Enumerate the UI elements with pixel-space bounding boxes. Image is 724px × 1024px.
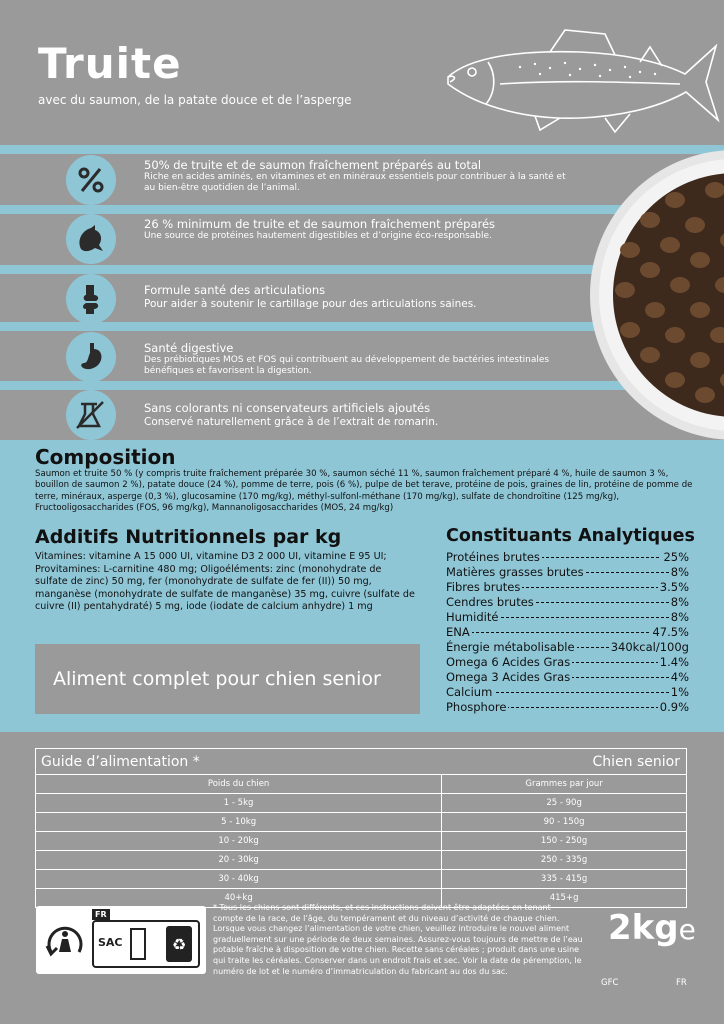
table-row: 10 - 20kg 150 - 250g [36,832,687,851]
constituant-row: Calcium 1% [446,685,689,699]
feature-text: Une source de protéines hautement digestibles et d’origine éco-responsable. [144,231,492,241]
feature-title: 50% de truite et de saumon fraîchement préparés au total [144,158,482,172]
net-weight-value: 2kg [608,908,679,948]
constituants-list [446,550,689,715]
constituant-row: Omega 6 Acides Gras 1.4% [446,655,689,669]
table-row: 40+kg 415+g [36,889,687,908]
constituant-row: Énergie métabolisable 340kcal/100g [446,640,689,654]
constituant-row: Cendres brutes 8% [446,595,689,609]
footer-code-fr: FR [676,978,687,988]
feature-fresh-fish [66,214,566,266]
joint-icon [66,274,116,324]
fish-icon [66,214,116,264]
product-type-label: Aliment complet pour chien senior [35,644,420,714]
constituant-row: Humidité 8% [446,610,689,624]
feature-text: Conservé naturellement grâce à de l’extrait de romarin. [144,416,439,428]
guide-title: Guide d’alimentation * [36,749,442,775]
feature-title: 26 % minimum de truite et de saumon fraîchement préparés [144,217,496,231]
col-weight: Poids du chien [36,775,442,794]
feature-text: Riche en acides aminés, en vitamines et en minéraux essentiels pour contribuer à la santé et au bien-être quotidien de l’animal. [144,172,566,193]
kibble-bowl-image [590,150,724,440]
feature-text: Des prébiotiques MOS et FOS qui contribuent au développement de bactéries intestinales bénéfiques et favorisent la digestion. [144,355,550,376]
constituant-row: Matières grasses brutes 8% [446,565,689,579]
feature-digestion [66,332,566,384]
constituants-heading: Constituants Analytiques [446,526,695,546]
triman-icon [41,918,89,966]
table-row: 1 - 5kg 25 - 90g [36,794,687,813]
feature-protein [66,155,566,207]
additifs-text: Vitamines: vitamine A 15 000 UI, vitamine D3 2 000 UI, vitamine E 95 UI; Provitamines: L-carnitine 480 mg; Oligoéléments: zinc (monohydrate de sulfate de zinc) 50 mg, fer (monohydrate de sulfate de fer (II)) 50 mg, manganèse (monohydrate de sulfate de manganèse) 35 mg, cuivre (sulfate de cuivre (II) pentahydraté) 5 mg, iode (iodate de calcium anhydre) 1 mg [35,551,415,613]
constituant-row: Omega 3 Acides Gras 4% [446,670,689,684]
net-weight [608,906,696,952]
bin-icon: ♻ [166,926,192,962]
no-additives-icon [66,390,116,440]
feature-text: Pour aider à soutenir le cartillage pour des articulations saines. [144,298,477,310]
feature-no-additives [66,390,566,442]
percent-icon [66,155,116,205]
recycle-label: SAC [98,936,123,949]
trout-illustration [440,22,722,134]
constituant-row: ENA 47.5% [446,625,689,639]
guide-target: Chien senior [442,749,687,775]
footer-code-gfc: GFC [601,978,619,988]
feature-title: Formule santé des articulations [144,283,326,297]
product-title: Truite [38,39,182,88]
feature-title: Santé digestive [144,341,234,355]
table-row: 30 - 40kg 335 - 415g [36,870,687,889]
table-row: 5 - 10kg 90 - 150g [36,813,687,832]
feeding-guide [35,748,687,908]
constituant-row: Protéines brutes 25% [446,550,689,564]
guide-note: * Tous les chiens sont différents, et ces instructions doivent être adaptées en tenant compte de la race, de l’âge, du tempérament et du niveau d’activité de chaque chien. Lorsque vous changez l’alimentation de votre chien, veuillez introduire le nouvel aliment graduellement sur une période de deux semaines. Assurez-vous toujours de mettre de l’eau potable fraîche à disposition de votre chien. Recette sans céréales ; produit dans une usine qui traite les céréales. Conserver dans un endroit frais et sec. Voir la date de péremption, le numéro de lot et le numéro d’immatriculation du fabricant au dos du sac. [213,903,583,976]
feature-joints [66,274,566,326]
constituant-row: Fibres brutes 3.5% [446,580,689,594]
additifs-heading: Additifs Nutritionnels par kg [35,526,342,548]
bag-icon [130,928,146,960]
estimated-sign: e [678,913,696,946]
triman-recycle-logo [36,906,206,974]
composition-heading: Composition [35,445,176,469]
product-subtitle: avec du saumon, de la patate douce et de l’asperge [38,93,352,107]
col-grams: Grammes par jour [442,775,687,794]
feature-title: Sans colorants ni conservateurs artificiels ajoutés [144,401,431,415]
stomach-icon [66,332,116,382]
table-row: 20 - 30kg 250 - 335g [36,851,687,870]
composition-text: Saumon et truite 50 % (y compris truite fraîchement préparée 30 %, saumon séché 11 %, saumon fraîchement préparé 4 %, huile de saumon 3 %, bouillon de saumon 2 %), patate douce (24 %), pomme de terre, pois (6 %), pulpe de bet terave, protéine de pois, graines de lin, protéine de pomme de terre, minéraux, asperge (0,3 %), glucosamine (170 mg/kg), méthyl-sulfonl-méthane (170 mg/kg), sulfate de chondroïtine (125 mg/kg), Fructooligosaccharides (FOS, 96 mg/kg), Mannanoligosaccharides (MOS, 24 mg/kg) [35,469,693,513]
constituant-row: Phosphore 0.9% [446,700,689,714]
recycle-country: FR [92,909,110,920]
feeding-guide-table [35,748,687,908]
